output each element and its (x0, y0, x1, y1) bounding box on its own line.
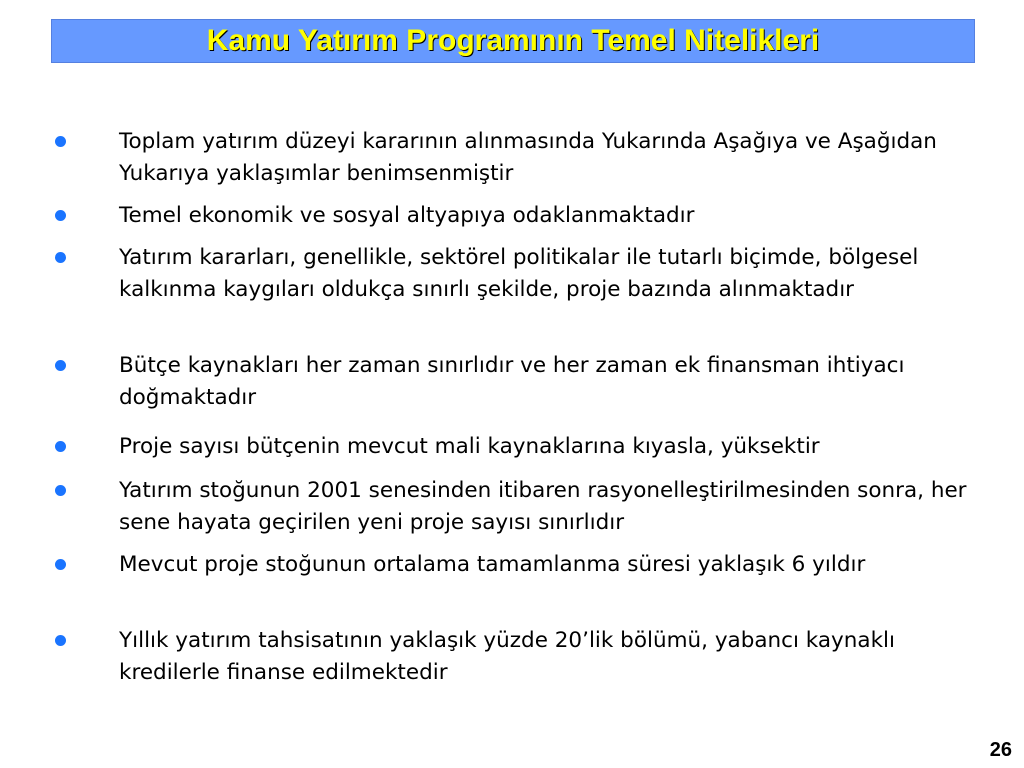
slide-title: Kamu Yatırım Programının Temel Nitelikleri (206, 24, 820, 57)
bullet-text: Yatırım kararları, genellikle, sektörel politikalar ile tutarlı biçimde, bölgesel kalkınma kaygıları oldukça sınırlı şekilde, proje bazında alınmaktadır (119, 245, 919, 302)
bullet-icon (55, 252, 66, 263)
bullet-text: Yıllık yatırım tahsisatının yaklaşık yüzde 20’lik bölümü, yabancı kaynaklı kredilerle finanse edilmektedir (119, 628, 895, 685)
bullet-text: Proje sayısı bütçenin mevcut mali kaynaklarına kıyasla, yüksektir (119, 434, 820, 459)
bullet-text: Temel ekonomik ve sosyal altyapıya odaklanmaktadır (119, 203, 695, 228)
bullet-icon (55, 635, 66, 646)
bullet-icon (55, 485, 66, 496)
bullet-icon (55, 136, 66, 147)
bullet-text: Bütçe kaynakları her zaman sınırlıdır ve her zaman ek finansman ihtiyacı doğmaktadır (119, 353, 905, 410)
bullet-icon (55, 360, 66, 371)
bullet-icon (55, 559, 66, 570)
page-number: 26 (989, 739, 1012, 761)
bullet-icon (55, 441, 66, 452)
bullet-text: Mevcut proje stoğunun ortalama tamamlanma süresi yaklaşık 6 yıldır (119, 552, 866, 577)
bullet-text: Yatırım stoğunun 2001 senesinden itibaren rasyonelleştirilmesinden sonra, her sene hayata geçirilen yeni proje sayısı sınırlıdır (119, 478, 967, 535)
bullet-text: Toplam yatırım düzeyi kararının alınmasında Yukarında Aşağıya ve Aşağıdan Yukarıya yaklaşımlar benimsenmiştir (119, 129, 937, 186)
bullet-icon (55, 210, 66, 221)
